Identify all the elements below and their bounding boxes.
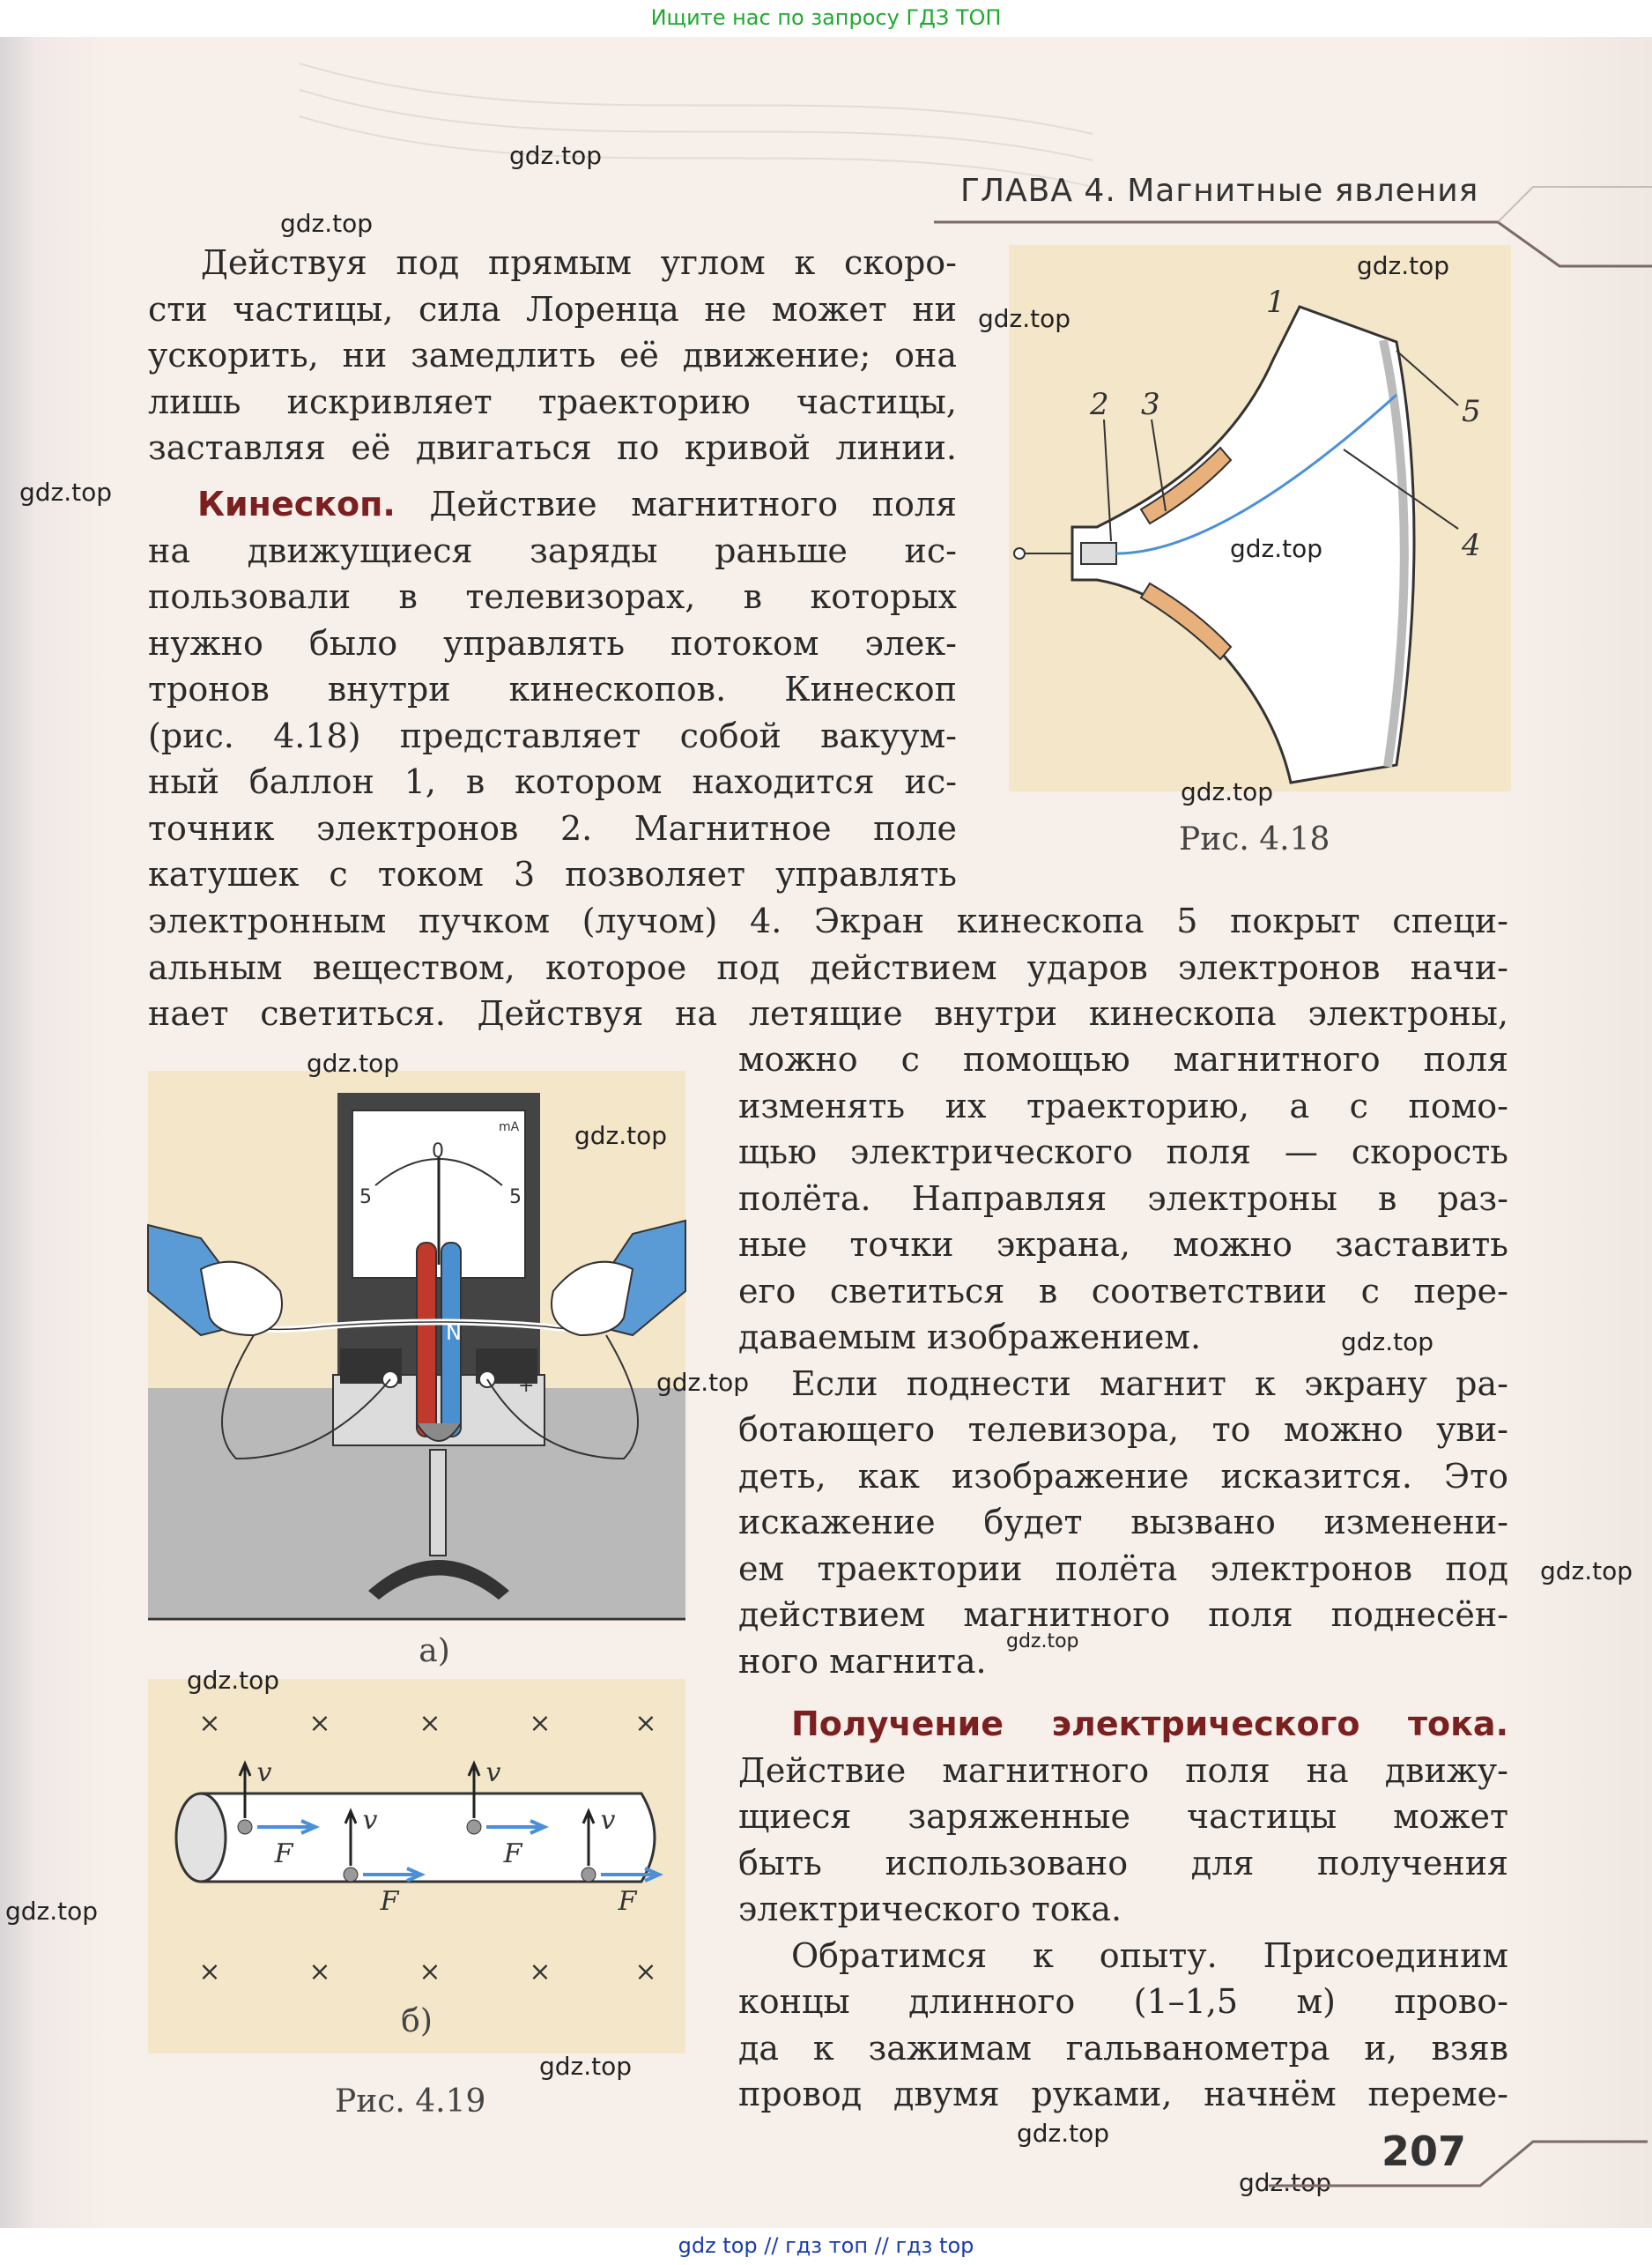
watermark: gdz.top [1341,1327,1434,1356]
label-1: 1 [1266,285,1285,320]
sub-a: а) [419,1633,450,1669]
velocity-label: v [485,1757,501,1788]
conductor-end [176,1793,226,1882]
field-mark-bottom: × [634,1957,657,1987]
field-mark-top: × [529,1708,552,1739]
caption-4-19: Рис. 4.19 [335,2083,486,2120]
electron-source [1081,543,1116,564]
watermark: gdz.top [1540,1556,1633,1586]
magnet-label: N [446,1320,462,1345]
paragraph-lorentz: Действуя под прямым углом к скоро- сти частицы, сила Лоренца не может ни ускорить, ни замедлить её движение; она лишь искривляет траекторию частицы, заставляя её двигаться по кривой линии. [148,243,957,467]
label-2: 2 [1090,387,1109,422]
meter-zero: 0 [432,1140,444,1162]
watermark: gdz.top [280,209,374,238]
velocity-label: v [256,1757,272,1788]
particle [582,1868,596,1882]
particle [467,1820,481,1834]
label-5: 5 [1462,394,1481,429]
watermark: gdz.top [5,1897,99,1926]
field-mark-bottom: × [529,1957,552,1987]
velocity-label: v [362,1805,378,1836]
page-number: 207 [1382,2128,1467,2175]
paragraph-kinescope-wide: электронным пучком (лучом) 4. Экран кинескопа 5 покрыт специ- альным веществом, которое под действием ударов электронов начи- нает светиться. Действуя на летящие внутри кинескопа электроны, [148,902,1508,1033]
top-banner[interactable]: Ищите нас по запросу ГДЗ ТОП [0,0,1652,37]
watermark: gdz.top [574,1121,668,1150]
watermark: gdz.top [978,304,1071,333]
label-4: 4 [1462,528,1481,563]
watermark: gdz.top [19,478,113,507]
field-mark-top: × [198,1708,221,1739]
particle [238,1820,252,1834]
field-mark-bottom: × [308,1957,331,1987]
watermark: gdz.top [1230,534,1323,563]
watermark: gdz.top [1239,2168,1332,2197]
bottom-banner[interactable]: gdz top // гдз топ // гдз top [0,2228,1652,2265]
figure-4-19a-galvanometer [148,1071,685,1669]
paragraph-kinescope: Кинескоп. Действие магнитного поля на движущиеся заряды раньше ис- пользовали в телевизорах, в которых нужно было управлять потоком элек- тронов внутри кинескопов. Кинескоп (рис. 4.18) представляет собой вакуум- ный баллон 1, в котором находится ис- точник электронов 2. Магнитное поле катушек с током 3 позволяет управлять [148,485,957,894]
force-label: F [618,1886,637,1917]
figure-4-19b-conductor [148,1679,685,2053]
chapter-header: ГЛАВА 4. Магнитные явления [960,173,1479,209]
watermark: gdz.top [1006,1630,1079,1652]
watermark: gdz.top [1017,2119,1110,2148]
magnet-stand [430,1450,446,1556]
force-label: F [503,1838,522,1869]
field-mark-top: × [308,1708,331,1739]
meter-five-right: 5 [509,1186,522,1208]
field-mark-top: × [419,1708,441,1739]
kinescope-heading: Кинескоп. [197,485,396,524]
magnet-south-arm [417,1243,436,1437]
current-heading: Получение электрического тока. [791,1704,1508,1743]
force-label: F [274,1838,293,1869]
watermark: gdz.top [509,141,603,170]
force-label: F [380,1886,399,1917]
caption-4-18: Рис. 4.18 [1179,821,1330,858]
watermark: gdz.top [656,1368,750,1397]
sub-b: б) [401,2003,433,2039]
field-mark-top: × [634,1708,657,1739]
velocity-label: v [600,1805,616,1836]
svg-text:−: − [344,1370,363,1396]
field-mark-bottom: × [198,1957,221,1987]
meter-unit: mA [499,1120,520,1134]
svg-text:+: + [518,1375,535,1397]
watermark: gdz.top [1181,777,1274,806]
label-3: 3 [1141,387,1160,422]
paragraph-current: Получение электрического тока. Действие магнитного поля на движу- щиеся заряженные частицы может быть использовано для получения электрического тока. Обратимся к опыту. Присоединим концы длинного (1–1,5 м) прово- да к зажимам гальванометра и, взяв провод двумя руками, начнём переме- [738,1704,1508,2113]
watermark: gdz.top [1357,251,1450,280]
watermark: gdz.top [307,1049,400,1078]
field-mark-bottom: × [419,1957,441,1987]
meter-five-left: 5 [359,1186,372,1208]
particle [344,1868,358,1882]
figure-4-18-kinescope [1009,245,1511,791]
watermark: gdz.top [539,2052,633,2081]
watermark: gdz.top [187,1666,280,1695]
paragraph-kinescope-right: можно с помощью магнитного поля изменять их траекторию, а с помо- щью электрического поля — скорость полёта. Направляя электроны в раз- ные точки экрана, можно заставить его светиться в соответствии с пере- даваемым изображением. Если поднести магнит к экрану ра- ботающего телевизора, то можно уви- деть, как изображение исказится. Это искажение будет вызвано изменени- ем траектории полёта электронов под действием магнитного поля поднесён- ного магнита. [738,1040,1508,1681]
